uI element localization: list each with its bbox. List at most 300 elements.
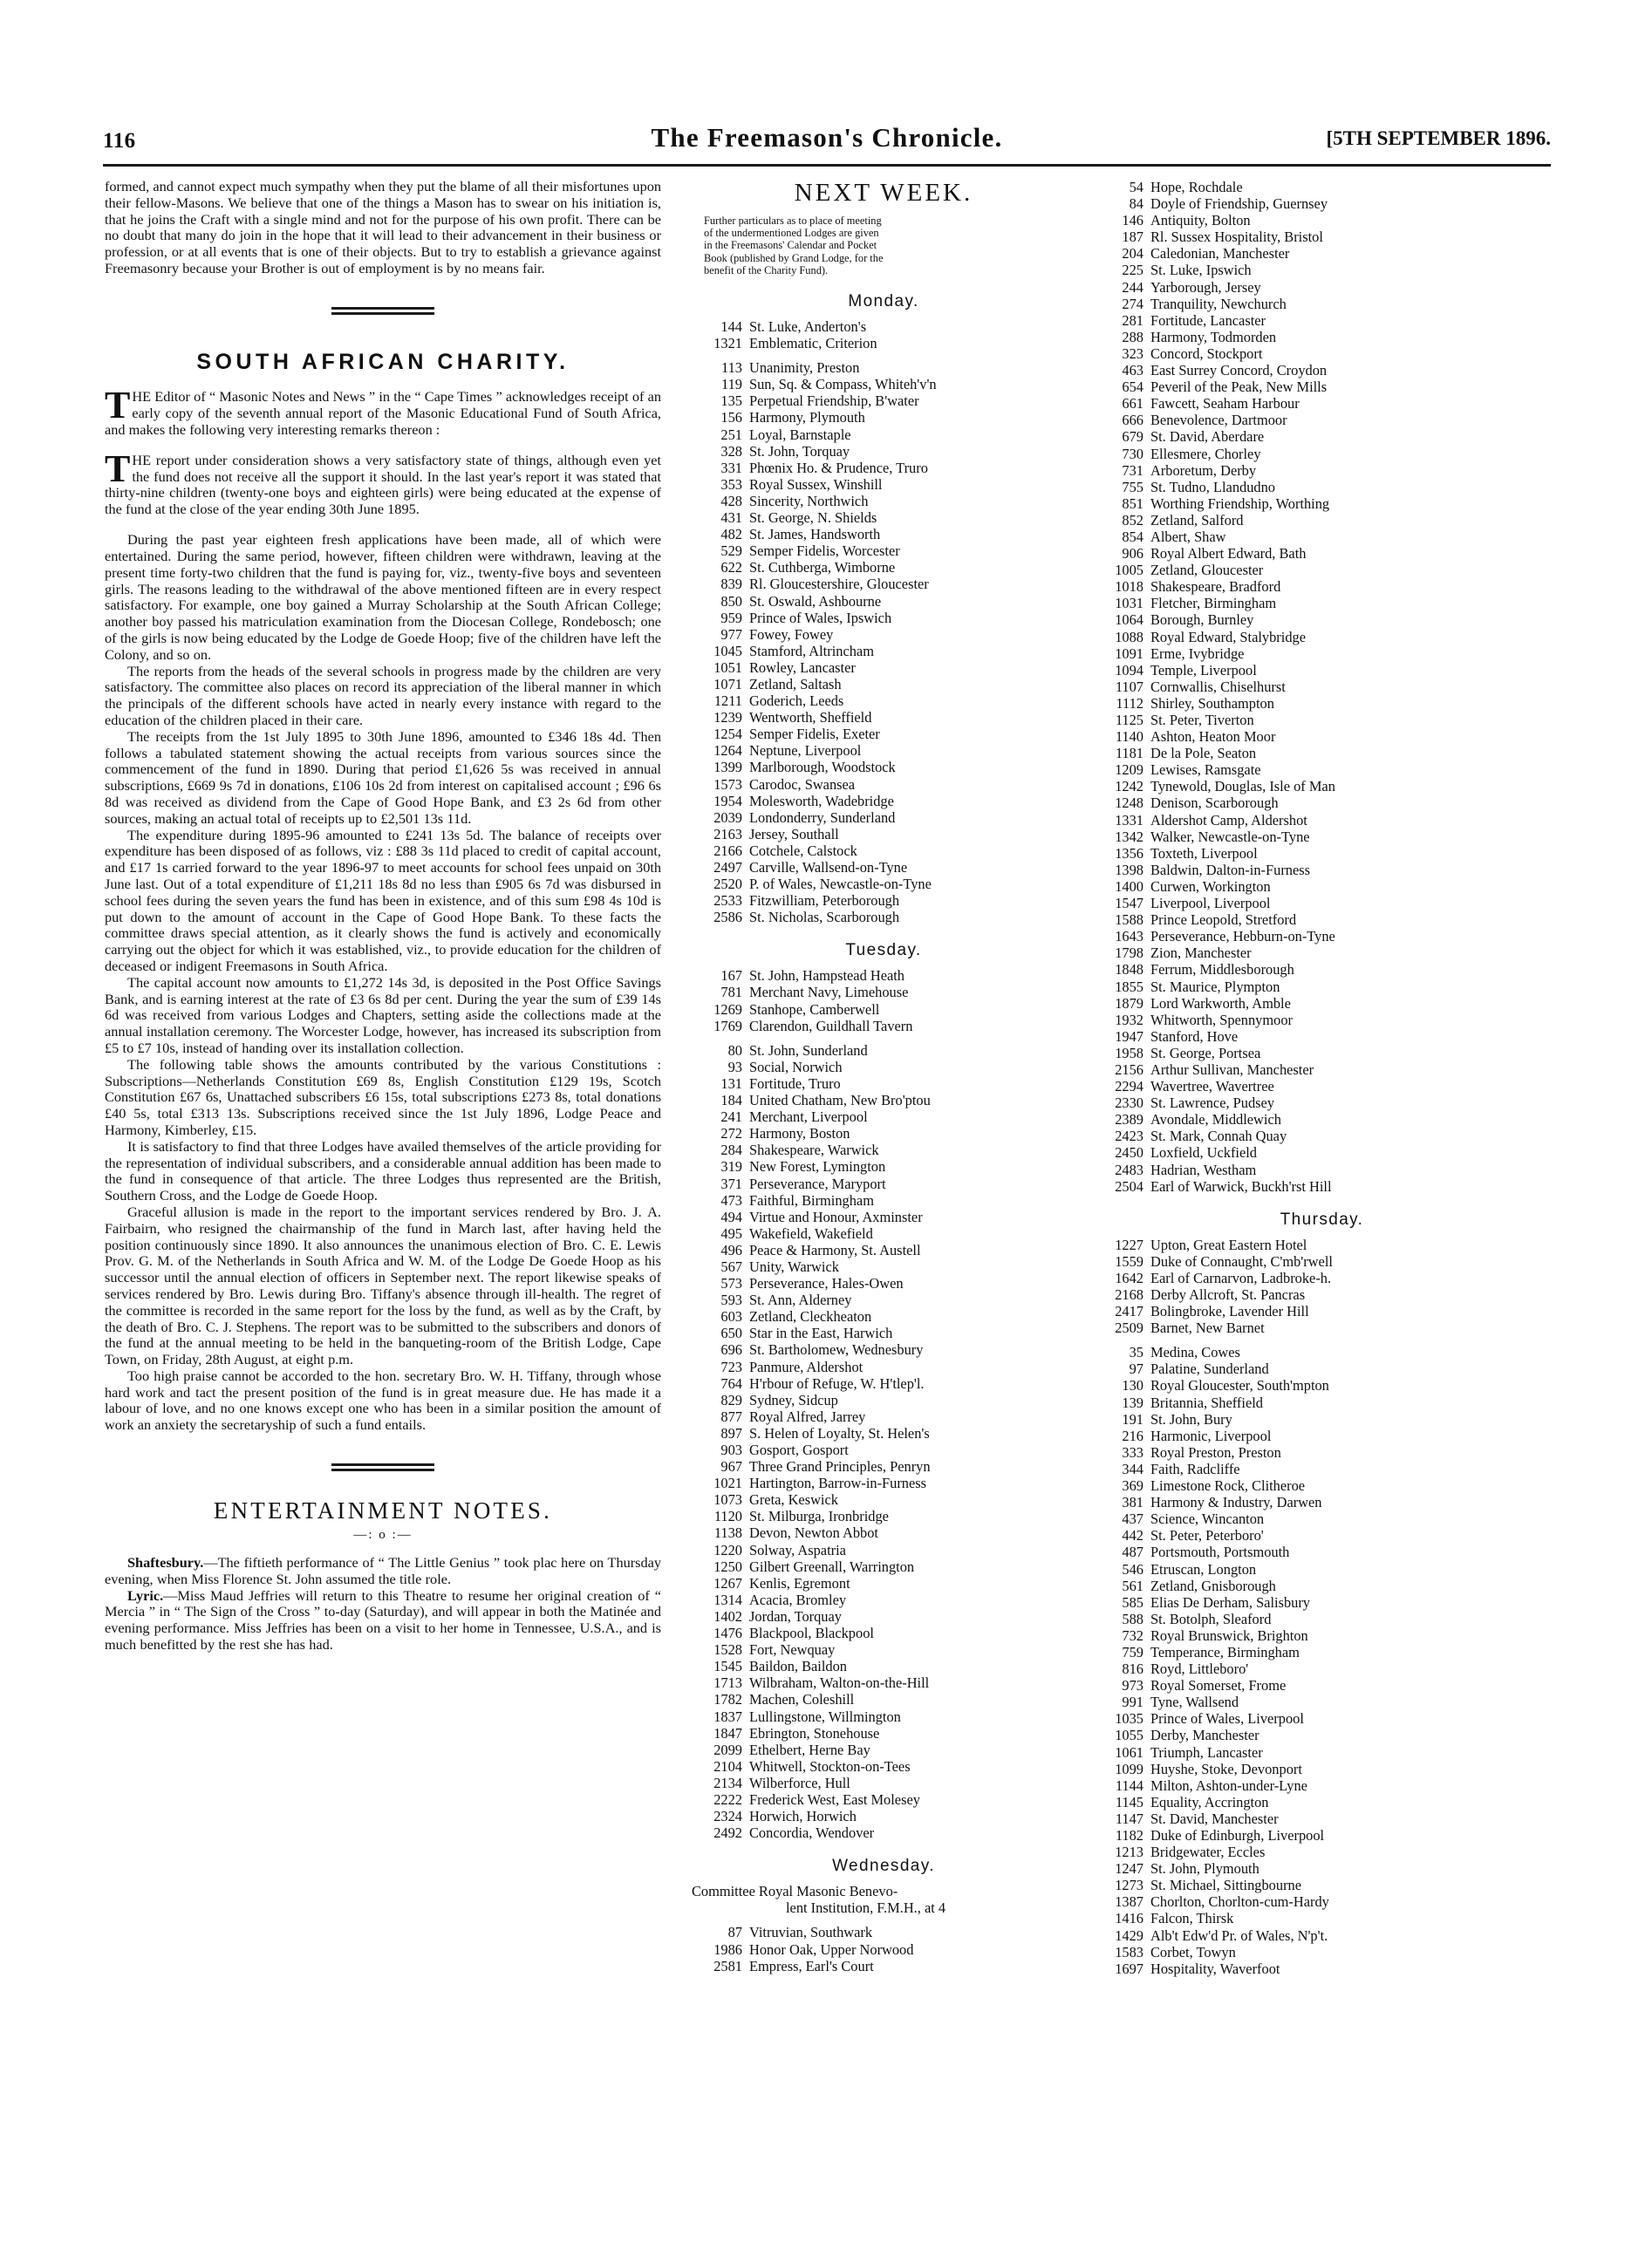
lodge-list-item bbox=[1093, 446, 1551, 462]
lodge-list-item bbox=[692, 509, 1075, 526]
lodge-list-item bbox=[692, 1042, 1075, 1059]
lodge-list-item bbox=[692, 526, 1075, 542]
lodge-number: 1227 bbox=[1115, 1236, 1143, 1253]
lodge-number: 482 bbox=[720, 526, 742, 543]
report-paragraph-text: HE report under consideration shows a very satisfactory state of things, although even yet the fund does not receive all the support it should. In the last year's report it was stated that thirty-nine children (twenty-one boys and eighteen girls) were being educated at the expense of the fund at the close of the year ending 30th June 1895. bbox=[105, 451, 661, 518]
lodge-list-item bbox=[692, 1592, 1075, 1608]
drop-cap-letter: T bbox=[105, 384, 131, 427]
lodge-number: 204 bbox=[1122, 245, 1143, 263]
lodge-name: Royal Edward, Stalybridge bbox=[1150, 628, 1306, 645]
lodge-list-item bbox=[692, 776, 1075, 793]
lodge-name: Limestone Rock, Clitheroe bbox=[1150, 1477, 1306, 1495]
lodge-name: Royal Sussex, Winshill bbox=[749, 475, 883, 493]
lodge-number: 1782 bbox=[713, 1691, 742, 1708]
lodge-list-item bbox=[692, 1392, 1075, 1408]
lodge-name: Royal Brunswick, Brighton bbox=[1150, 1626, 1308, 1644]
lodge-number: 1220 bbox=[713, 1541, 742, 1558]
lodge-number: 251 bbox=[720, 426, 742, 443]
lodge-list-item bbox=[1093, 395, 1551, 412]
lodge-number: 473 bbox=[720, 1191, 742, 1209]
lodge-number: 1798 bbox=[1115, 944, 1143, 962]
lodge-list-item bbox=[1093, 944, 1551, 961]
next-week-note-line: benefit of the Charity Fund). bbox=[704, 263, 829, 276]
lodge-list-item bbox=[692, 1209, 1075, 1225]
lodge-number: 759 bbox=[1122, 1643, 1143, 1660]
lodge-list-item bbox=[692, 1242, 1075, 1258]
lodge-name: Prince Leopold, Stretford bbox=[1150, 911, 1297, 929]
lodge-name: Fortitude, Lancaster bbox=[1150, 311, 1266, 329]
lodge-number: 2417 bbox=[1115, 1303, 1143, 1320]
lodge-number: 2104 bbox=[713, 1757, 742, 1775]
lodge-name: Upton, Great Eastern Hotel bbox=[1150, 1236, 1307, 1253]
lodge-name: Avondale, Middlewich bbox=[1150, 1111, 1281, 1129]
lodge-number: 369 bbox=[1122, 1477, 1143, 1495]
lodge-list-item bbox=[1093, 1811, 1551, 1827]
article-paragraph: The receipts from the 1st July 1895 to 30th June 1896, amounted to £346 18s 4d. Then follows a tabulated statement showing the actual receipts from various sources since the commencement of the fund in 1890. During that period £1,626 5s was received in annual subscriptions, £669 9s 7d in donations, £106 10s 2d from interest on capitalised account ; £96 6s 8d was received as dividend from the Cape of Good Hope Bank, and £3 2s 6d from other sources, making an actual total of receipts up to £2,501 13s 11d. bbox=[105, 727, 661, 827]
lodge-name: Fowey, Fowey bbox=[749, 625, 834, 643]
lodge-list-item bbox=[692, 1575, 1075, 1592]
lodge-name: Horwich, Horwich bbox=[749, 1808, 857, 1825]
lodge-list-item bbox=[1093, 1428, 1551, 1444]
lodge-list-item bbox=[1093, 728, 1551, 745]
lodge-name: Rowley, Lancaster bbox=[749, 658, 856, 676]
lodge-list-item bbox=[1093, 1544, 1551, 1560]
lodge-number: 1061 bbox=[1115, 1743, 1143, 1761]
lodge-name: Peace & Harmony, St. Austell bbox=[749, 1241, 921, 1258]
lodge-list-item bbox=[1093, 1578, 1551, 1594]
lodge-list-item bbox=[1093, 1303, 1551, 1320]
lodge-name: Corbet, Towyn bbox=[1150, 1943, 1236, 1961]
lodge-number: 1138 bbox=[713, 1524, 742, 1542]
lodge-list-item bbox=[1093, 1320, 1551, 1336]
lodge-list-item bbox=[1093, 212, 1551, 228]
lodge-name: Arboretum, Derby bbox=[1150, 461, 1257, 479]
lodge-number: 903 bbox=[720, 1442, 742, 1459]
lodge-number: 1064 bbox=[1115, 611, 1143, 629]
next-week-note-line: Book (published by Grand Lodge, for the bbox=[704, 251, 884, 264]
lodge-number: 1035 bbox=[1115, 1710, 1143, 1728]
lodge-list-item bbox=[1093, 761, 1551, 778]
lodge-list-item bbox=[692, 409, 1075, 426]
lodge-number: 1269 bbox=[713, 1000, 742, 1018]
lodge-number: 1055 bbox=[1115, 1727, 1143, 1744]
lodge-name: New Forest, Lymington bbox=[749, 1158, 886, 1176]
lodge-name: Harmony, Boston bbox=[749, 1125, 850, 1142]
lodge-number: 113 bbox=[721, 359, 742, 377]
lodge-list-item bbox=[692, 559, 1075, 576]
lodge-list-item bbox=[1093, 179, 1551, 195]
lodge-number: 191 bbox=[1122, 1410, 1143, 1428]
lodge-name: Machen, Coleshill bbox=[749, 1691, 855, 1708]
lodge-name: St. Lawrence, Pudsey bbox=[1150, 1094, 1275, 1112]
lodge-name: St. David, Manchester bbox=[1150, 1810, 1279, 1827]
section-heading-entertainment-notes: ENTERTAINMENT NOTES. bbox=[213, 1497, 553, 1524]
lodge-name: St. Cuthberga, Wimborne bbox=[749, 559, 896, 576]
lodge-number: 1099 bbox=[1115, 1760, 1143, 1777]
lodge-list-item bbox=[1093, 1444, 1551, 1461]
lodge-list-item bbox=[1093, 812, 1551, 829]
lodge-name: Yarborough, Jersey bbox=[1150, 278, 1261, 296]
lodge-list-item bbox=[1093, 378, 1551, 395]
lodge-list-item bbox=[692, 1225, 1075, 1242]
lodge-number: 1583 bbox=[1115, 1943, 1143, 1961]
lodge-name: Whitworth, Spennymoor bbox=[1150, 1011, 1293, 1028]
lodge-list-item bbox=[692, 1375, 1075, 1392]
lodge-list-thursday-provincial bbox=[1093, 1344, 1551, 1977]
lodge-name: Kenlis, Egremont bbox=[749, 1574, 850, 1592]
lodge-number: 1264 bbox=[713, 742, 742, 760]
lodge-number: 1107 bbox=[1115, 678, 1143, 695]
lodge-list-item bbox=[692, 1708, 1075, 1725]
lodge-name: Concord, Stockport bbox=[1150, 344, 1263, 362]
lodge-name: Zion, Manchester bbox=[1150, 944, 1252, 962]
lodge-list-item bbox=[692, 1808, 1075, 1824]
list-group-gap bbox=[692, 1034, 1075, 1042]
lodge-number: 546 bbox=[1122, 1560, 1143, 1578]
lodge-number: 1400 bbox=[1115, 877, 1143, 895]
lodge-number: 2168 bbox=[1115, 1286, 1143, 1303]
lodge-number: 1321 bbox=[713, 335, 742, 352]
lodge-list-item bbox=[1093, 1477, 1551, 1494]
next-week-note-line: in the Freemasons' Calendar and Pocket bbox=[704, 239, 877, 252]
lodge-name: Fawcett, Seaham Harbour bbox=[1150, 395, 1300, 413]
lodge-number: 2581 bbox=[713, 1957, 742, 1974]
lodge-number: 84 bbox=[1129, 195, 1143, 213]
lodge-number: 1213 bbox=[1115, 1844, 1143, 1861]
lodge-name: Arthur Sullivan, Manchester bbox=[1150, 1060, 1314, 1078]
lodge-number: 1573 bbox=[713, 775, 742, 793]
lodge-list-item bbox=[1093, 1611, 1551, 1627]
lodge-number: 1314 bbox=[713, 1591, 742, 1608]
lodge-list-item bbox=[692, 593, 1075, 610]
lodge-name: Erme, Ivybridge bbox=[1150, 644, 1245, 662]
lodge-number: 495 bbox=[720, 1224, 742, 1242]
lodge-list-item bbox=[692, 826, 1075, 842]
lodge-list-item bbox=[692, 909, 1075, 925]
lodge-list-item bbox=[692, 892, 1075, 909]
lodge-number: 1051 bbox=[713, 658, 742, 676]
list-group-gap bbox=[692, 351, 1075, 359]
lodge-list-item bbox=[1093, 595, 1551, 611]
lodge-number: 650 bbox=[720, 1325, 742, 1342]
lodge-number: 1697 bbox=[1115, 1960, 1143, 1977]
lodge-list-item bbox=[692, 1001, 1075, 1018]
lodge-list-item bbox=[1093, 545, 1551, 562]
lodge-name: Caledonian, Manchester bbox=[1150, 245, 1290, 263]
lodge-list-item bbox=[1093, 928, 1551, 944]
lodge-list-item bbox=[1093, 279, 1551, 296]
lodge-number: 216 bbox=[1122, 1427, 1143, 1444]
lodge-name: Shakespeare, Bradford bbox=[1150, 578, 1281, 596]
lodge-number: 130 bbox=[1122, 1377, 1143, 1395]
lodge-name: Loxfield, Uckfield bbox=[1150, 1144, 1257, 1162]
lodge-number: 781 bbox=[720, 984, 742, 1001]
lodge-number: 1005 bbox=[1115, 562, 1143, 579]
lodge-list-item bbox=[692, 359, 1075, 376]
lodge-list-item bbox=[1093, 1877, 1551, 1893]
entertainment-item bbox=[105, 1555, 661, 1588]
lodge-number: 2389 bbox=[1115, 1111, 1143, 1129]
lodge-number: 463 bbox=[1122, 362, 1143, 379]
lodge-number: 272 bbox=[720, 1125, 742, 1142]
lodge-name: Panmure, Aldershot bbox=[749, 1358, 864, 1375]
lodge-name: St. Tudno, Llandudno bbox=[1150, 478, 1275, 495]
lodge-name: St. Ann, Alderney bbox=[749, 1292, 852, 1309]
lodge-number: 1147 bbox=[1115, 1810, 1143, 1827]
lodge-list-item bbox=[1093, 845, 1551, 862]
lodge-number: 1140 bbox=[1115, 728, 1143, 746]
lodge-list-item bbox=[1093, 878, 1551, 895]
lodge-number: 119 bbox=[721, 376, 742, 393]
lodge-list-item bbox=[1093, 1644, 1551, 1660]
lodge-number: 967 bbox=[720, 1458, 742, 1476]
lodge-list-wednesday-london bbox=[692, 1924, 1075, 1974]
lodge-number: 755 bbox=[1122, 478, 1143, 495]
lodge-name: Albert, Shaw bbox=[1150, 528, 1226, 545]
lodge-number: 1144 bbox=[1115, 1776, 1143, 1794]
lodge-number: 2222 bbox=[713, 1790, 742, 1808]
lodge-list-item bbox=[692, 1508, 1075, 1524]
lodge-list-item bbox=[1093, 1777, 1551, 1794]
lodge-name: Ashton, Heaton Moor bbox=[1150, 728, 1276, 746]
lodge-list-item bbox=[692, 842, 1075, 859]
lodge-list-item bbox=[1093, 1561, 1551, 1578]
lodge-name: Royal Preston, Preston bbox=[1150, 1443, 1281, 1461]
lodge-number: 1588 bbox=[1115, 911, 1143, 929]
lodge-list-item bbox=[692, 1725, 1075, 1742]
lodge-list-item bbox=[692, 1075, 1075, 1092]
lodge-list-item bbox=[1093, 629, 1551, 645]
lodge-list-item bbox=[692, 1408, 1075, 1425]
lodge-number: 1342 bbox=[1115, 828, 1143, 845]
lodge-number: 437 bbox=[1122, 1510, 1143, 1528]
article-paragraph: During the past year eighteen fresh applications have been made, all of which were entertained. During the same period, however, fifteen children were withdrawn, leaving at the present time forty-two children that the fund is paying for, viz., twenty-five boys and seventeen girls. The reasons leading to the withdrawal of the above mentioned fifteen are in every respect satisfactory. For example, one boy gained a Murray Scholarship at the South African College; another boy passed his matriculation examination from the Diocesan College, Rondebosch; one of the girls is now being educated by the Lodge de Goede Hoop; five of the children have left the Colony, and so on. bbox=[105, 531, 661, 663]
lodge-list-item bbox=[1093, 1028, 1551, 1045]
lodge-number: 1547 bbox=[1115, 895, 1143, 912]
lodge-name: Ellesmere, Chorley bbox=[1150, 445, 1261, 462]
lodge-name: Royal Gloucester, South'mpton bbox=[1150, 1377, 1329, 1395]
lodge-number: 2586 bbox=[713, 909, 742, 926]
lodge-name: Sincerity, Northwich bbox=[749, 492, 869, 509]
lodge-number: 494 bbox=[720, 1208, 742, 1225]
lodge-number: 93 bbox=[727, 1058, 742, 1075]
masthead-rule bbox=[103, 164, 1551, 167]
lodge-name: Gosport, Gosport bbox=[749, 1442, 849, 1459]
lodge-name: Zetland, Saltash bbox=[749, 675, 842, 692]
lodge-number: 1416 bbox=[1115, 1910, 1143, 1927]
lodge-name: Royal Alfred, Jarrey bbox=[749, 1408, 866, 1425]
lodge-number: 1239 bbox=[713, 709, 742, 726]
lodge-number: 1713 bbox=[713, 1674, 742, 1692]
lodge-number: 319 bbox=[720, 1158, 742, 1176]
lodge-number: 732 bbox=[1122, 1626, 1143, 1644]
lodge-list-item bbox=[692, 1341, 1075, 1358]
lodge-number: 1958 bbox=[1115, 1044, 1143, 1061]
lodge-number: 1071 bbox=[713, 675, 742, 692]
lodge-number: 1112 bbox=[1116, 694, 1143, 712]
lodge-name: Hope, Rochdale bbox=[1150, 179, 1243, 195]
lodge-list-item bbox=[692, 1442, 1075, 1458]
lodge-number: 573 bbox=[720, 1275, 742, 1292]
lodge-name: Chorlton, Chorlton-cum-Hardy bbox=[1150, 1893, 1329, 1911]
lodge-list-item bbox=[1093, 578, 1551, 595]
lodge-list-item bbox=[1093, 911, 1551, 928]
lodge-list-item bbox=[1093, 1111, 1551, 1128]
lodge-name: Gilbert Greenall, Warrington bbox=[749, 1558, 915, 1575]
lodge-number: 344 bbox=[1122, 1460, 1143, 1477]
lodge-list-item bbox=[692, 984, 1075, 1000]
lodge-number: 2509 bbox=[1115, 1320, 1143, 1337]
lodge-name: Semper Fidelis, Worcester bbox=[749, 542, 900, 560]
lodge-number: 328 bbox=[720, 442, 742, 460]
lodge-list-item bbox=[692, 1641, 1075, 1658]
masthead bbox=[103, 122, 1551, 167]
lodge-number: 603 bbox=[720, 1308, 742, 1326]
lodge-number: 225 bbox=[1122, 262, 1143, 279]
lodge-number: 2533 bbox=[713, 892, 742, 910]
lodge-list-item bbox=[1093, 195, 1551, 212]
lodge-list-item bbox=[692, 1742, 1075, 1758]
lodge-number: 288 bbox=[1122, 328, 1143, 345]
lodge-number: 167 bbox=[720, 967, 742, 985]
lodge-number: 1242 bbox=[1115, 778, 1143, 795]
committee-line-2: lent Institution, F.M.H., at 4 bbox=[786, 1899, 946, 1917]
lodge-list-item bbox=[1093, 1094, 1551, 1111]
lodge-number: 1250 bbox=[713, 1558, 742, 1575]
lodge-list-item bbox=[1093, 1494, 1551, 1510]
next-week-heading: NEXT WEEK. bbox=[794, 179, 973, 207]
lodge-name: Ferrum, Middlesborough bbox=[1150, 961, 1294, 979]
lodge-number: 906 bbox=[1122, 545, 1143, 563]
lodge-list-item bbox=[692, 1359, 1075, 1375]
issue-date: [5TH SEPTEMBER 1896. bbox=[1326, 127, 1551, 149]
lodge-number: 1847 bbox=[713, 1724, 742, 1742]
article-paragraph: It is satisfactory to find that three Lodges have availed themselves of the article providing for the representation of individual subscribers, and a considerable annual addition has been made to the fund in consequence of that article. The three Lodges thus represented are the British, Southern Cross, and the Lodge de Goede Hoop. bbox=[105, 1137, 661, 1204]
lodge-name: Barnet, New Barnet bbox=[1150, 1320, 1265, 1337]
lodge-number: 2134 bbox=[713, 1774, 742, 1791]
lodge-list-item bbox=[692, 1658, 1075, 1674]
lodge-list-monday-provincial bbox=[692, 359, 1075, 925]
drop-cap-letter-2: T bbox=[105, 447, 131, 490]
lodge-list-item bbox=[1093, 1660, 1551, 1677]
lodge-list-item bbox=[692, 726, 1075, 742]
lodge-name: Rl. Gloucestershire, Gloucester bbox=[749, 576, 929, 593]
lodge-name: Harmonic, Liverpool bbox=[1150, 1427, 1272, 1444]
lodge-list-item bbox=[1093, 329, 1551, 345]
lodge-name: St. Oswald, Ashbourne bbox=[749, 592, 882, 610]
lodge-name: Earl of Warwick, Buckh'rst Hill bbox=[1150, 1177, 1332, 1195]
lodge-name: Wilbraham, Walton-on-the-Hill bbox=[749, 1674, 930, 1692]
lodge-number: 1528 bbox=[713, 1641, 742, 1659]
lodge-name: Milton, Ashton-under-Lyne bbox=[1150, 1776, 1307, 1794]
lodge-list-item bbox=[1093, 262, 1551, 278]
column-middle bbox=[692, 179, 1075, 1974]
lodge-name: Carodoc, Swansea bbox=[749, 775, 856, 793]
lodge-list-item bbox=[692, 1059, 1075, 1075]
lodge-number: 1399 bbox=[713, 759, 742, 776]
lodge-number: 1356 bbox=[1115, 844, 1143, 862]
lodge-list-item bbox=[1093, 1944, 1551, 1961]
lodge-number: 816 bbox=[1122, 1660, 1143, 1678]
lodge-list-item bbox=[692, 376, 1075, 392]
lodge-name: Merchant Navy, Limehouse bbox=[749, 984, 909, 1001]
lodge-name: St. Peter, Tiverton bbox=[1150, 712, 1254, 728]
lodge-name: Sydney, Sidcup bbox=[749, 1391, 838, 1408]
article-paragraph: Too high praise cannot be accorded to the hon. secretary Bro. W. H. Tiffany, through whose hard work and tact the present position of the fund is in great measure due. He has made it a labour of love, and no one knows except one who has been in a similar position the amount of work an anxiety the secretaryship of such a fund entails. bbox=[105, 1367, 661, 1434]
lodge-list-item bbox=[692, 643, 1075, 659]
lodge-list-item bbox=[692, 1108, 1075, 1125]
lodge-name: St. James, Handsworth bbox=[749, 526, 881, 543]
lodge-list-item bbox=[692, 1791, 1075, 1808]
lodge-number: 877 bbox=[720, 1408, 742, 1425]
lodge-number: 2450 bbox=[1115, 1144, 1143, 1162]
lodge-list-monday-london bbox=[692, 318, 1075, 351]
lodge-number: 1545 bbox=[713, 1658, 742, 1675]
lodge-list-item bbox=[1093, 979, 1551, 995]
lodge-number: 428 bbox=[720, 492, 742, 509]
lodge-list-thursday-london bbox=[1093, 1237, 1551, 1337]
lodge-list-item bbox=[1093, 1395, 1551, 1411]
lodge-list-item bbox=[692, 1458, 1075, 1475]
lodge-list-item bbox=[1093, 712, 1551, 728]
lodge-number: 588 bbox=[1122, 1610, 1143, 1627]
lodge-name: Carville, Wallsend-on-Tyne bbox=[749, 859, 908, 876]
lodge-list-item bbox=[692, 1125, 1075, 1142]
lodge-list-item bbox=[1093, 1910, 1551, 1926]
lodge-list-item bbox=[1093, 562, 1551, 578]
lodge-number: 897 bbox=[720, 1424, 742, 1442]
lodge-number: 1211 bbox=[713, 692, 742, 710]
lodge-number: 184 bbox=[720, 1092, 742, 1109]
lodge-number: 131 bbox=[720, 1074, 742, 1092]
lodge-number: 1273 bbox=[1115, 1877, 1143, 1894]
lodge-number: 80 bbox=[727, 1041, 742, 1059]
lodge-list-item bbox=[692, 759, 1075, 775]
lodge-number: 1476 bbox=[713, 1625, 742, 1642]
lodge-number: 1429 bbox=[1115, 1926, 1143, 1944]
lodge-name: Britannia, Sheffield bbox=[1150, 1394, 1263, 1411]
lodge-number: 35 bbox=[1129, 1344, 1143, 1361]
article-paragraph: Graceful allusion is made in the report to the important services rendered by Bro. J. A. Fairbairn, who resigned the chairmanship of the fund in March last, after having held the position continuously since 1890. It also announces the unanimous election of Bro. C. E. Lewis Prov. G. M. of the Netherlands in South Africa and W. M. of the Lodge De Goede Hoop as his successor until the annual election of officers in September next. The report likewise speaks of services rendered by Bro. Lewis during Bro. Tiffany's absence through ill-health. The regret of the committee is recorded in the same report for the loss by the fund, as well as by the Craft, by the death of Bro. C. J. Stephens. The report was to be submitted to the subscribers and donors of the fund at the annual meeting to be held in the banqueting-room of the British Lodge, Cape Town, on Friday, 28th August, at eight p.m. bbox=[105, 1203, 661, 1368]
lodge-number: 2294 bbox=[1115, 1078, 1143, 1095]
lodge-name: Acacia, Bromley bbox=[749, 1591, 847, 1608]
lodge-list-item bbox=[692, 1524, 1075, 1541]
lodge-name: Hadrian, Westham bbox=[1150, 1161, 1257, 1178]
lodge-name: St. John, Sunderland bbox=[749, 1041, 868, 1059]
lodge-number: 679 bbox=[1122, 428, 1143, 446]
lodge-number: 1947 bbox=[1115, 1027, 1143, 1045]
lodge-list-item bbox=[1093, 1253, 1551, 1270]
lodge-name: St. George, Portsea bbox=[1150, 1044, 1261, 1061]
lodge-list-item bbox=[1093, 1694, 1551, 1710]
lodge-list-item bbox=[1093, 778, 1551, 794]
lodge-list-item bbox=[692, 742, 1075, 759]
lodge-name: Ebrington, Stonehouse bbox=[749, 1724, 880, 1742]
lodge-number: 973 bbox=[1122, 1677, 1143, 1695]
next-week-note-line: of the undermentioned Lodges are given bbox=[704, 227, 879, 240]
lodge-name: Fitzwilliam, Peterborough bbox=[749, 892, 900, 910]
lodge-name: United Chatham, New Bro'ptou bbox=[749, 1092, 931, 1109]
lodge-number: 1248 bbox=[1115, 794, 1143, 812]
lodge-name: Zetland, Cleckheaton bbox=[749, 1308, 872, 1326]
lodge-list-item bbox=[1093, 1827, 1551, 1844]
lodge-list-item bbox=[692, 1558, 1075, 1575]
lodge-name: De la Pole, Seaton bbox=[1150, 745, 1257, 762]
lodge-list-item bbox=[692, 1491, 1075, 1508]
lodge-name: Worthing Friendship, Worthing bbox=[1150, 494, 1330, 512]
lodge-name: Sun, Sq. & Compass, Whiteh'v'n bbox=[749, 376, 937, 393]
lodge-number: 1986 bbox=[713, 1940, 742, 1958]
